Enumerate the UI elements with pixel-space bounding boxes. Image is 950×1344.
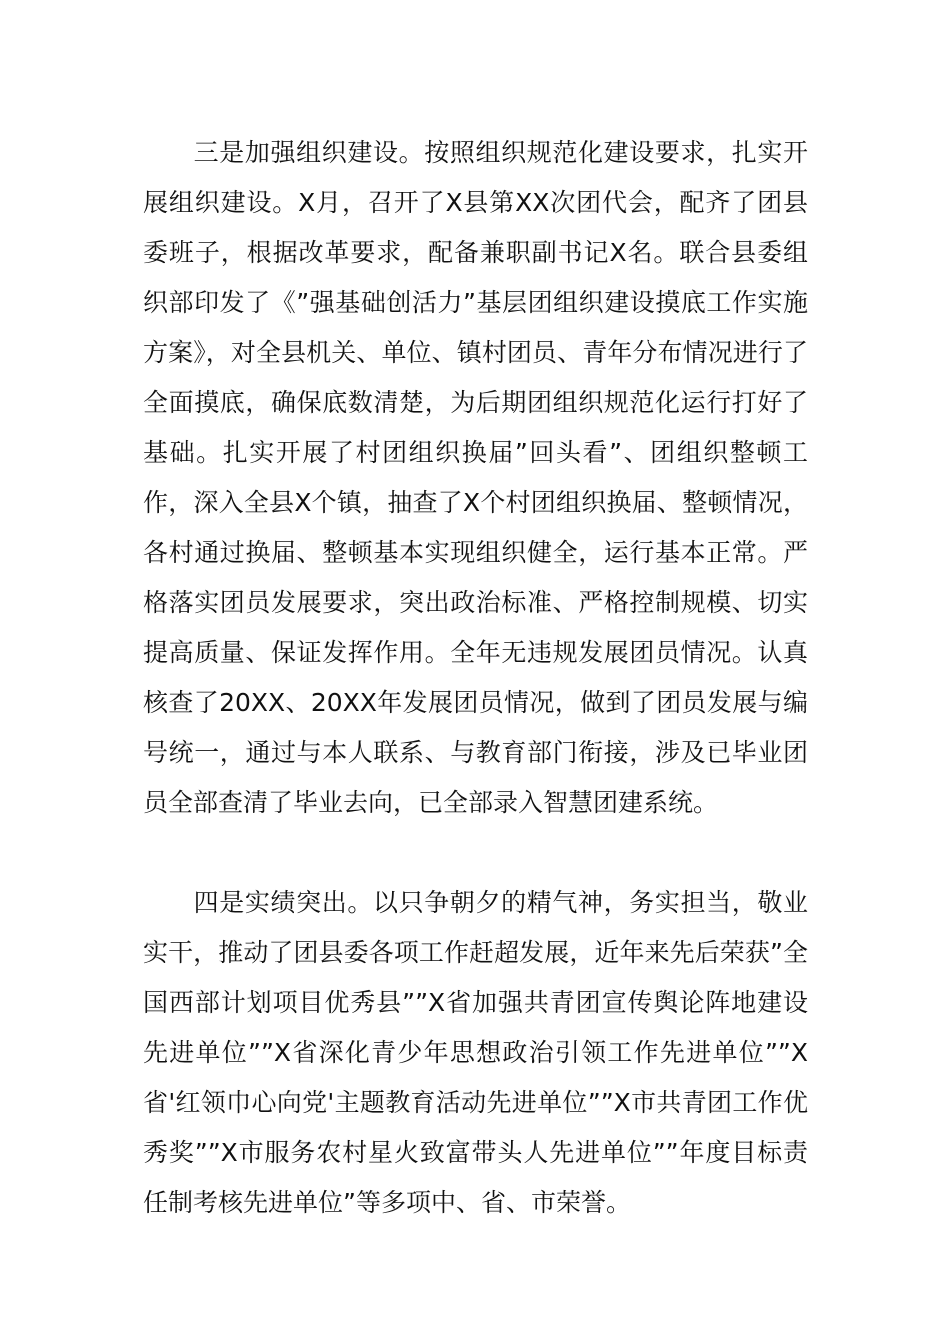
paragraph-text: 三是加强组织建设。按照组织规范化建设要求，扎实开展组织建设。X月，召开了X县第XX次团代会，配齐了团县委班子，根据改革要求，配备兼职副书记X名。联合县委组织部印发了《”强基础创活力”基层团组织建设摸底工作实施方案》，对全县机关、单位、镇村团员、青年分布情况进行了全面摸底，确保底数清楚，为后期团组织规范化运行打好了基础。扎实开展了村团组织换届”回头看”、团组织整顿工作，深入全县X个镇，抽查了X个村团组织换届、整顿情况，各村通过换届、整顿基本实现组织健全，运行基本正常。严格落实团员发展要求，突出政治标准、严格控制规模、切实提高质量、保证发挥作用。全年无违规发展团员情况。认真核查了20XX、20XX年发展团员情况，做到了团员发展与编号统一，通过与本人联系、与教育部门衔接，涉及已毕业团员全部查清了毕业去向，已全部录入智慧团建系统。 xyxy=(143,138,808,817)
paragraph-text: 四是实绩突出。以只争朝夕的精气神，务实担当，敬业实干，推动了团县委各项工作赶超发展，近年来先后荣获”全国西部计划项目优秀县””X省加强共青团宣传舆论阵地建设先进单位””X省深化青少年思想政治引领工作先进单位””X省'红领巾心向党'主题教育活动先进单位””X市共青团工作优秀奖””X市服务农村星火致富带头人先进单位””年度目标责任制考核先进单位”等多项中、省、市荣誉。 xyxy=(143,888,808,1217)
paragraph-achievements xyxy=(143,878,808,1228)
paragraph-organization-building xyxy=(143,128,808,828)
